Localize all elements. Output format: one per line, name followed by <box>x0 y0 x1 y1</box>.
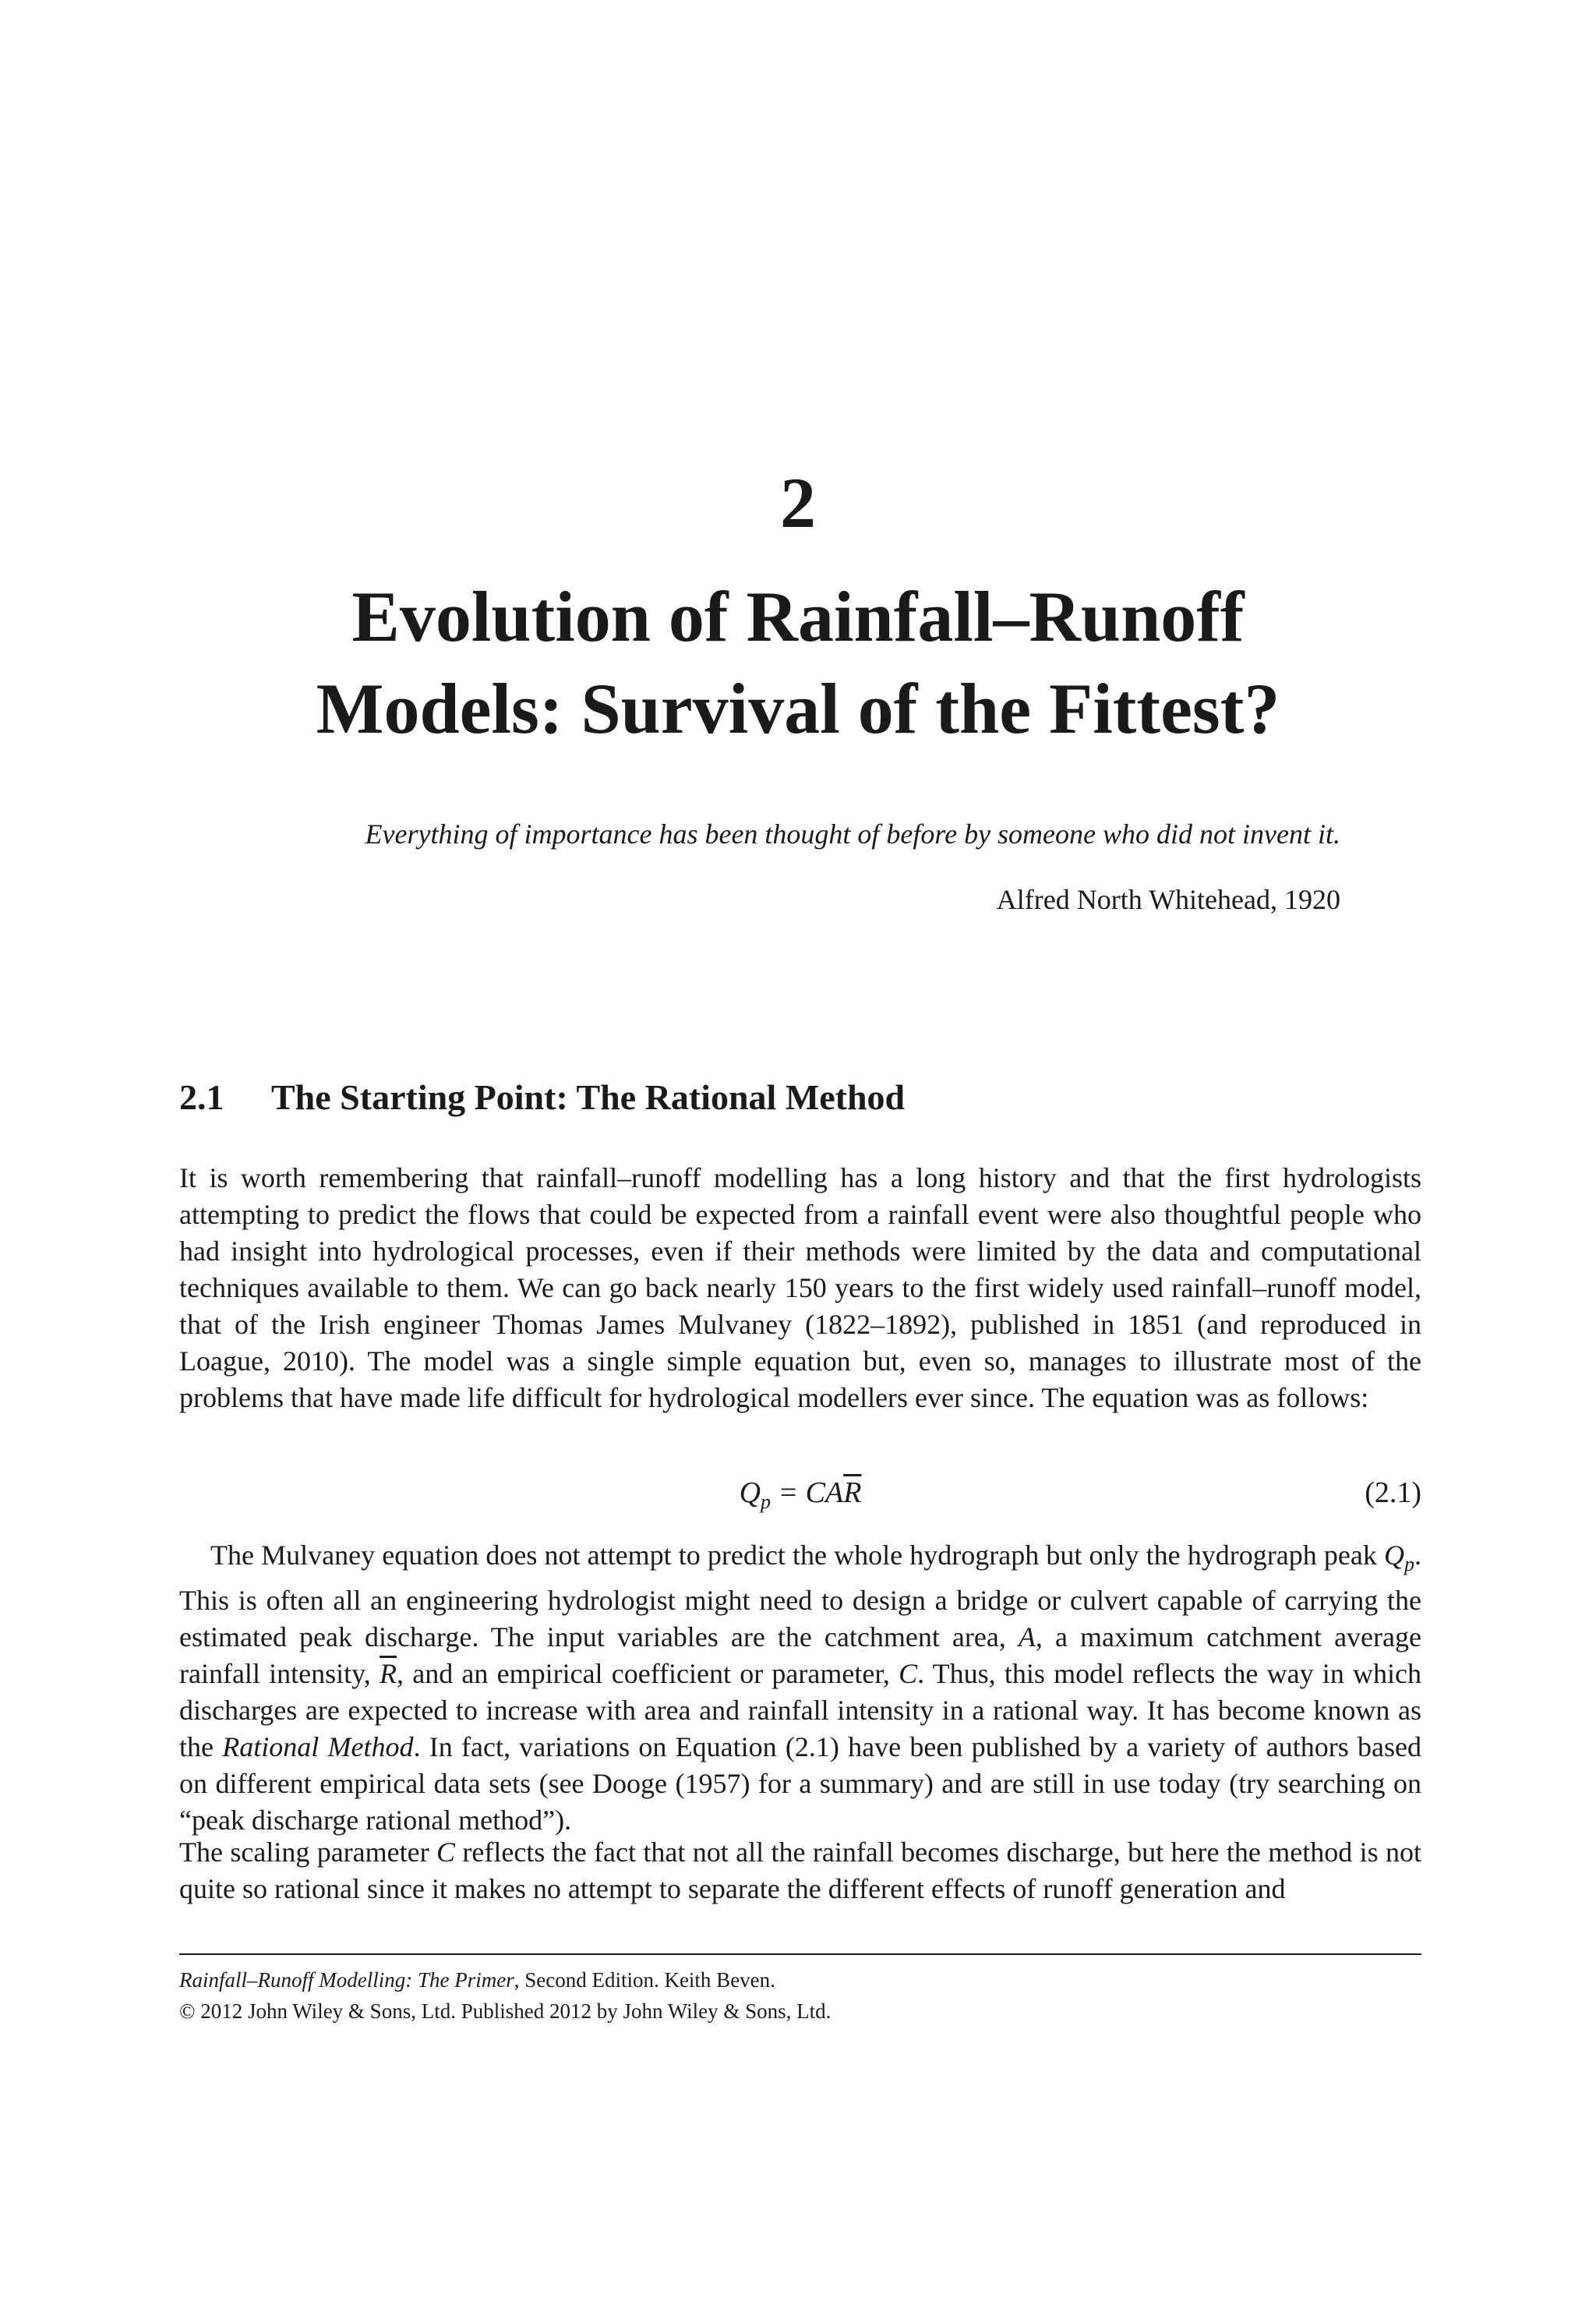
paragraph-2-text: . Thus, this model reflects the way in which discharges are expected to increase with area and rainfall intensity in a rational way. It has become known as the <box>179 1658 1422 1762</box>
chapter-number: 2 <box>780 463 816 543</box>
footer-divider <box>179 1953 1421 1955</box>
symbol-q: Q <box>1384 1540 1404 1571</box>
equation-rhs-overbar: $\overline{R}$ <box>843 1476 862 1509</box>
body-paragraph-2 <box>179 1537 1421 1839</box>
paragraph-2-text: . In fact, variations on Equation (2.1) have been published by a variety of authors based on different empirical data sets (see Dooge (1957) for a summary) and are still in use today (try searching on “peak discharge rational method”). <box>179 1731 1421 1836</box>
chapter-title-line-2: Models: Survival of the Fittest? <box>316 669 1280 748</box>
paragraph-2-text: . This is often all an engineering hydrologist might need to design a bridge or culvert capable of carrying the estimated peak discharge. The input variables are the catchment area, <box>179 1540 1421 1653</box>
equation-rhs: = CA <box>771 1476 844 1509</box>
chapter-title <box>156 571 1440 755</box>
section-heading <box>179 1074 905 1121</box>
symbol-q-subscript: p <box>1404 1553 1414 1575</box>
footer-citation <box>179 1966 1421 1994</box>
equation-number: (2.1) <box>1365 1476 1421 1509</box>
equation-lhs: Q <box>739 1476 761 1509</box>
paragraph-2-text: , and an empirical coefficient or parameter, <box>397 1658 899 1689</box>
symbol-c: C <box>436 1836 455 1868</box>
equation-body <box>179 1473 1421 1522</box>
equation-lhs-subscript: p <box>761 1490 772 1513</box>
footer-copyright: © 2012 John Wiley & Sons, Ltd. Published 2012 by John Wiley & Sons, Ltd. <box>179 1999 832 2023</box>
body-paragraph-1: It is worth remembering that rainfall–runoff modelling has a long history and that the first hydrologists attempting to predict the flows that could be expected from a rainfall event were also thoughtful people who had insight into hydrological processes, even if their methods were limited by the data and computational techniques available to them. We can go back nearly 150 years to the first widely used rainfall–runoff model, that of the Irish engineer Thomas James Mulvaney (1822–1892), published in 1851 (and reproduced in Loague, 2010). The model was a single simple equation but, even so, manages to illustrate most of the problems that have made life difficult for hydrological modellers ever since. The equation was as follows: <box>179 1162 1421 1413</box>
epigraph-quote: Everything of importance has been thought of before by someone who did not invent it. <box>365 818 1340 850</box>
paragraph-3-text: reflects the fact that not all the rainfall becomes discharge, but here the method is not quite so rational since it makes no attempt to separate the different effects of runoff generation and <box>179 1836 1421 1904</box>
paragraph-3-text: The scaling parameter <box>179 1836 436 1868</box>
symbol-c: C <box>899 1658 918 1689</box>
body-paragraph-3 <box>179 1834 1421 1907</box>
equation-2-1 <box>179 1473 1421 1512</box>
footer-edition: , Second Edition. Keith Beven. <box>514 1968 775 1992</box>
section-number: 2.1 <box>179 1077 224 1117</box>
footer-book-title: Rainfall–Runoff Modelling: The Primer <box>179 1968 514 1992</box>
paragraph-2-text: The Mulvaney equation does not attempt to predict the whole hydrograph but only the hydrograph peak <box>210 1540 1384 1571</box>
chapter-title-line-1: Evolution of Rainfall–Runoff <box>351 577 1245 656</box>
epigraph-author: Alfred North Whitehead, 1920 <box>996 884 1340 915</box>
section-title: The Starting Point: The Rational Method <box>271 1077 906 1117</box>
symbol-r-bar: $\overline{R}$ <box>380 1658 397 1689</box>
rational-method-term: Rational Method <box>222 1731 414 1762</box>
paragraph-2-text: , a maximum catchment average rainfall intensity, <box>179 1621 1421 1689</box>
symbol-a: A <box>1018 1621 1036 1653</box>
